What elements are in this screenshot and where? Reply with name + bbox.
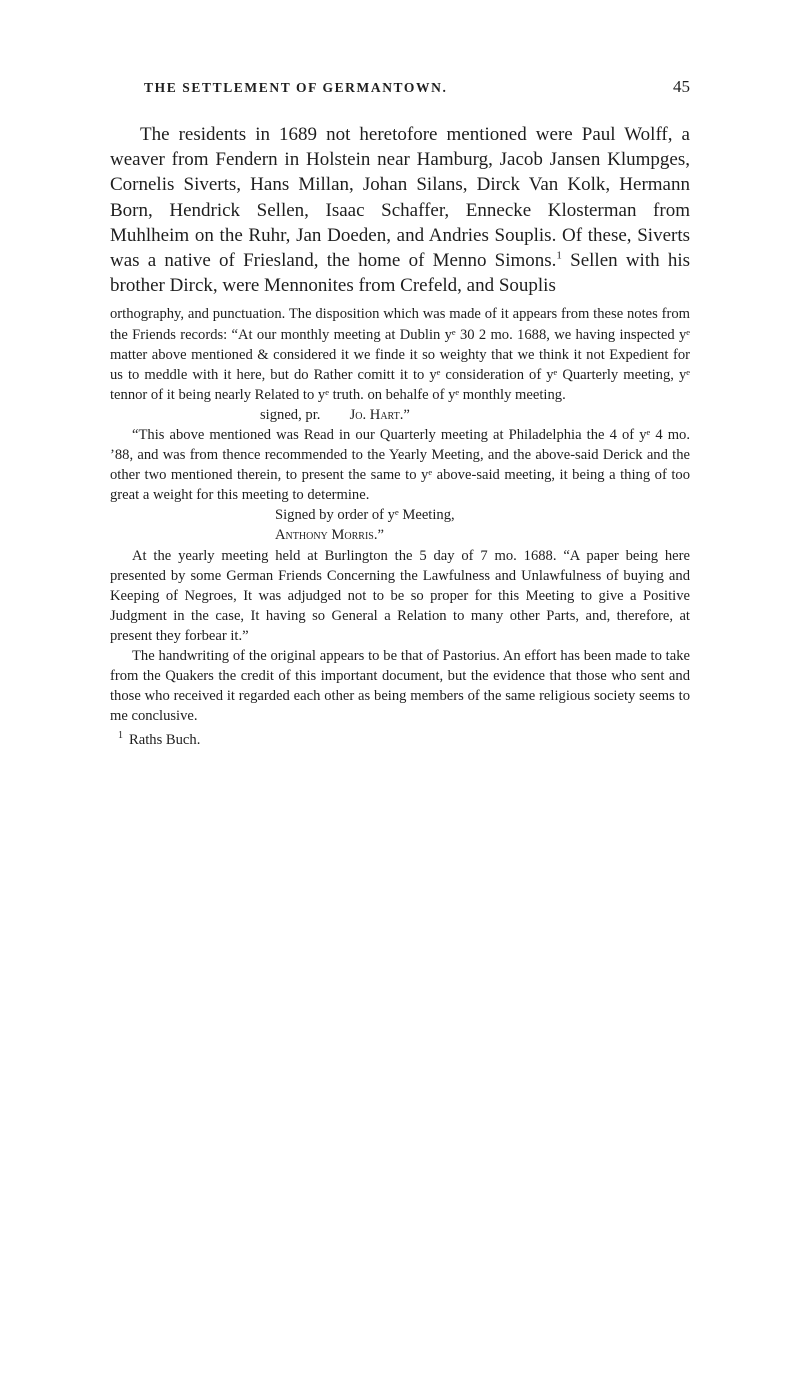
note-signed-line: signed, pr. Jo. Hart.”: [260, 406, 410, 423]
note-para-burlington: At the yearly meeting held at Burlington the 5 day of 7 mo. 1688. “A paper being here presented by some German Friends Concerning the Lawfulness and Unlawfulness of buying and Keeping of Negroes, It was adjudged not to be so proper for this Meeting to give a Positive Judgment in the case, It having so General a Relation to many other Parts, and, therefore, at present they forbear it.”: [110, 547, 690, 644]
note-para-handwriting: The handwriting of the original appears to be that of Pastorius. An effort has been made to take from the Quakers the credit of this important document, but the evidence that those who sent and those who received it regarded each other as being members of the same religious society seems to me conclusive.: [110, 648, 690, 725]
footnote-reference: 1: [556, 249, 562, 262]
note-para-dublin: orthography, and punctuation. The disposition which was made of it appears from these notes from the Friends records: “At our monthly meeting at Dublin yᵉ 30 2 mo. 1688, we having inspected yᵉ matter above mentioned & considered it we finde it so weighty that we think it not Expedient for us to meddle with it here, but do Rather comitt it to yᵉ consideration of yᵉ Quarterly meeting, yᵉ tennor of it being nearly Related to yᵉ truth. on behalfe of yᵉ monthly meeting.: [110, 306, 690, 403]
main-text-before-note: The residents in 1689 not heretofore mentioned were Paul Wolff, a weaver from Fendern in Holstein near Hamburg, Jacob Jansen Klumpges, Cornelis Siverts, Hans Millan, Johan Silans, Dirck Van Kolk, Hermann Born, Hendrick Sellen, Isaac Schaffer, Ennecke Klosterman from Muhlheim on the Ruhr, Jan Doeden, and Andries Souplis. Of these, Siverts was a native of Friesland, the home of Menno Simons.: [110, 124, 690, 272]
footnote-mark: 1: [118, 730, 123, 742]
running-title: THE SETTLEMENT OF GERMANTOWN.: [144, 80, 448, 95]
footnote-text: Raths Buch.: [129, 732, 201, 749]
footnote: [110, 726, 690, 750]
page-number: 45: [673, 77, 690, 96]
signer-morris: Anthony Morris.”: [275, 527, 384, 544]
note-para-philadelphia: “This above mentioned was Read in our Quarterly meeting at Philadelphia the 4 of yᵉ 4 mo. ’88, and was from thence recommended to the Yearly Meeting, and the above-said Derick and the other two mentioned therein, to present the same to yᵉ above-said meeting, it being a thing of too great a weight for this meeting to determine.: [110, 426, 690, 504]
running-head: [110, 77, 690, 106]
signer-hart: Jo. Hart.”: [349, 406, 410, 423]
continued-note: [110, 304, 690, 750]
note-signed-by-order: Signed by order of yᵉ Meeting,: [275, 507, 455, 524]
main-text-after-note: Sellen with his brother Dirck, were Mennonites from Crefeld, and Souplis: [110, 250, 690, 297]
book-page: [110, 77, 690, 750]
main-paragraph: [110, 122, 690, 298]
